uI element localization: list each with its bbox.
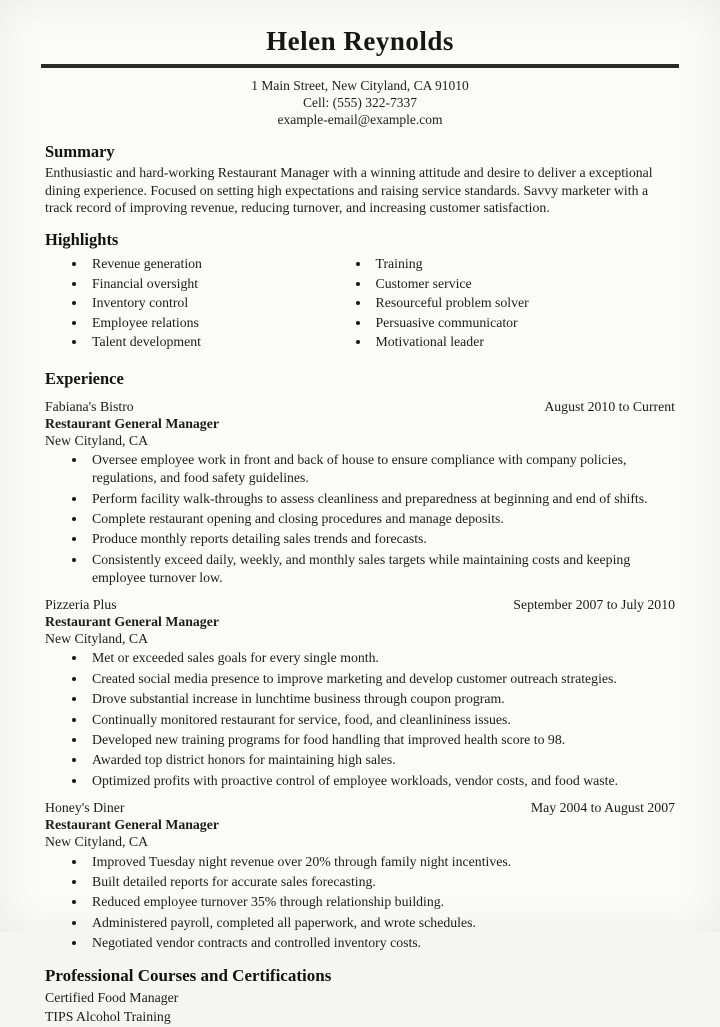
job-bullet: • Met or exceeded sales goals for every single month. — [87, 649, 675, 667]
job-dates: September 2007 to July 2010 — [513, 596, 675, 612]
job-bullet: • Awarded top district honors for maintaining high sales. — [87, 751, 675, 769]
contact-block — [45, 78, 675, 129]
experience-entry — [45, 799, 675, 952]
job-header-row — [45, 596, 675, 613]
experience-entry — [45, 596, 675, 790]
highlight-item: • Revenue generation — [87, 255, 329, 273]
highlight-item: • Talent development — [87, 333, 329, 351]
summary-heading: Summary — [45, 141, 115, 161]
highlight-item: • Training — [371, 255, 676, 273]
job-company: Honey's Diner — [45, 799, 125, 815]
job-dates: May 2004 to August 2007 — [530, 799, 675, 815]
job-location: New Cityland, CA — [45, 432, 149, 448]
highlight-item: • Resourceful problem solver — [371, 294, 676, 312]
highlights-columns — [45, 252, 675, 352]
job-bullet: • Developed new training programs for food handling that improved health score to 98. — [87, 731, 675, 749]
job-header-row — [45, 398, 675, 415]
job-bullet: • Administered payroll, completed all paperwork, and wrote schedules. — [87, 914, 675, 932]
contact-address: 1 Main Street, New Cityland, CA 91010 — [251, 78, 469, 93]
job-location: New Cityland, CA — [45, 834, 149, 850]
header-divider — [41, 64, 679, 68]
certification-item: Certified Food Manager — [45, 990, 179, 1006]
certification-item: TIPS Alcohol Training — [45, 1009, 171, 1025]
highlight-item: • Persuasive communicator — [371, 314, 676, 332]
job-bullet-list — [45, 649, 675, 789]
highlight-item: • Inventory control — [87, 294, 329, 312]
certifications-heading: Professional Courses and Certifications — [45, 966, 332, 986]
contact-phone: Cell: (555) 322-7337 — [303, 94, 417, 110]
job-bullet: • Improved Tuesday night revenue over 20% through family night incentives. — [87, 853, 675, 871]
job-title: Restaurant General Manager — [45, 817, 219, 833]
certifications-list — [45, 988, 675, 1027]
job-title: Restaurant General Manager — [45, 415, 219, 431]
job-bullet: • Oversee employee work in front and back of house to ensure compliance with company policies, regulations, and food safety guidelines. — [87, 451, 675, 487]
job-header-row — [45, 799, 675, 816]
person-name: Helen Reynolds — [266, 26, 454, 56]
highlight-item: • Employee relations — [87, 314, 329, 332]
job-company: Fabiana's Bistro — [45, 398, 134, 414]
job-title: Restaurant General Manager — [45, 613, 219, 629]
job-dates: August 2010 to Current — [544, 398, 675, 414]
experience-entry — [45, 398, 675, 587]
highlights-column-left — [45, 252, 329, 352]
highlights-list-right — [329, 255, 676, 351]
job-bullet-list — [45, 853, 675, 953]
highlights-heading: Highlights — [45, 230, 119, 250]
job-bullet: • Reduced employee turnover 35% through relationship building. — [87, 893, 675, 911]
job-bullet: • Optimized profits with proactive control of employee workloads, vendor costs, and food waste. — [87, 772, 675, 790]
job-location: New Cityland, CA — [45, 631, 149, 647]
job-bullet: • Drove substantial increase in lunchtime business through coupon program. — [87, 690, 675, 708]
job-bullet-list — [45, 451, 675, 586]
summary-text: Enthusiastic and hard-working Restaurant Manager with a winning attitude and desire to deliver a exceptional dining experience. Focused on setting high expectations and raising service standards. Savvy marketer with a track record of improving revenue, reducing turnover, and increasing customer satisfaction. — [45, 164, 653, 216]
job-bullet: • Continually monitored restaurant for service, food, and cleanlininess issues. — [87, 711, 675, 729]
contact-email: example-email@example.com — [277, 111, 443, 127]
job-bullet: • Created social media presence to improve marketing and develop customer outreach strategies. — [87, 670, 675, 688]
highlight-item: • Customer service — [371, 275, 676, 293]
job-bullet: • Complete restaurant opening and closing procedures and manage deposits. — [87, 510, 675, 528]
job-bullet: • Built detailed reports for accurate sales forecasting. — [87, 873, 675, 891]
job-bullet: • Negotiated vendor contracts and controlled inventory costs. — [87, 934, 675, 952]
job-bullet: • Perform facility walk-throughs to assess cleanliness and preparedness at beginning and end of shifts. — [87, 490, 675, 508]
job-bullet: • Produce monthly reports detailing sales trends and forecasts. — [87, 530, 675, 548]
job-bullet: • Consistently exceed daily, weekly, and monthly sales targets while maintaining costs and keeping employee turnover low. — [87, 551, 675, 587]
highlight-item: • Motivational leader — [371, 333, 676, 351]
highlights-list-left — [45, 255, 329, 351]
job-company: Pizzeria Plus — [45, 596, 117, 612]
highlight-item: • Financial oversight — [87, 275, 329, 293]
highlights-column-right — [329, 252, 676, 352]
experience-heading: Experience — [45, 368, 124, 388]
